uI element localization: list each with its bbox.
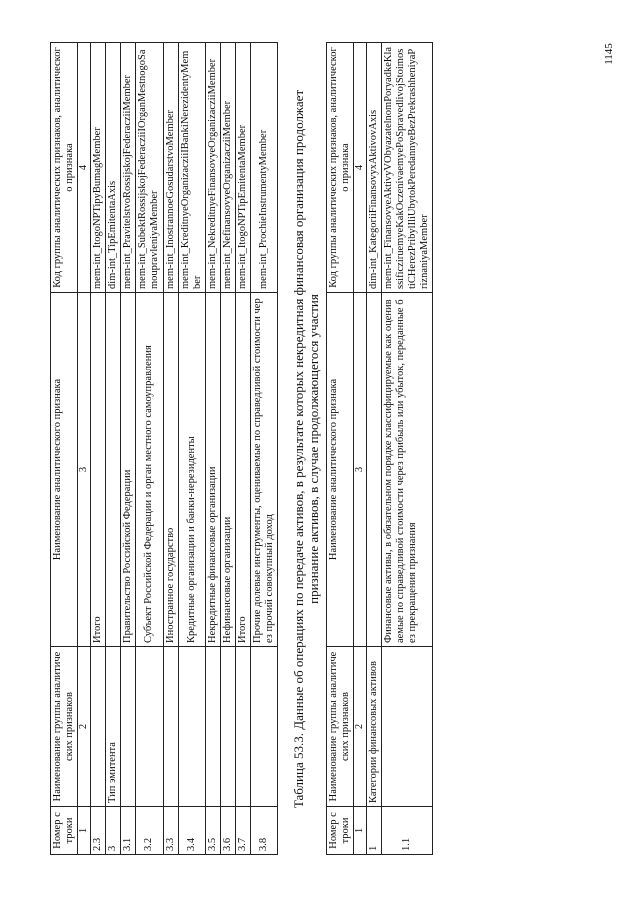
- table-row: [382, 43, 433, 855]
- feature-name: Итого: [91, 293, 106, 647]
- row-number: 3.2: [136, 807, 163, 855]
- table-caption: Таблица 53.3. Данные об операциях по передаче активов, в результате которых некредитная финансовая организация продолжает признание активов, в случае продолжающегося участия: [291, 89, 321, 809]
- table2-header-group-name: Наименование группы аналитических признаков: [326, 647, 353, 807]
- table1-header-row: [51, 43, 78, 855]
- column-number: 1: [78, 807, 91, 855]
- row-number: 3.7: [235, 807, 250, 855]
- feature-name: Итого: [235, 293, 250, 647]
- feature-name: Прочие долевые инструменты, оцениваемые по справедливой стоимости через прочий совокупный доход: [250, 293, 277, 647]
- feature-code: dim-int_TipEmitentaAxis: [106, 43, 121, 293]
- group-name: [235, 647, 250, 807]
- row-number: 3.3: [163, 807, 178, 855]
- feature-code: mem-int_FinansovyeAktivyVObyazatelnomPoryadkeKlassificziruemyeKakOczenivaemyePoSpravedlivojStoimostiCHerezPribylIliUbytokPeredannyeBezPrekrashheniyaPriznaniyaMember: [382, 43, 433, 293]
- feature-name: Финансовые активы, в обязательном порядке классифицируемые как оцениваемые по справедливой стоимости через прибыль или убыток, переданные без прекращения признания: [382, 293, 433, 647]
- column-number: 1: [354, 807, 367, 855]
- table-row: [205, 43, 220, 855]
- table1-header-code: Код группы аналитических признаков, аналитического признака: [51, 43, 78, 293]
- row-number: 1.1: [382, 807, 433, 855]
- table-row: [163, 43, 178, 855]
- table-row: [91, 43, 106, 855]
- column-number: 3: [78, 293, 91, 647]
- feature-name: Нефинансовые организации: [220, 293, 235, 647]
- table1-header-row-number: Номер строки: [51, 807, 78, 855]
- feature-name: Правительство Российской Федерации: [121, 293, 136, 647]
- table1-column-numbers: [78, 43, 91, 855]
- table1-header-feature-name: Наименование аналитического признака: [51, 293, 78, 647]
- table-analytical-features-2: [326, 42, 434, 855]
- table-analytical-features-1: [50, 42, 278, 855]
- row-number: 3.5: [205, 807, 220, 855]
- feature-code: mem-int_ItogoNPTipyBumagMember: [91, 43, 106, 293]
- group-name: [163, 647, 178, 807]
- feature-code: mem-int_PravitelstvoRossijskojFederacziiMember: [121, 43, 136, 293]
- row-number: 3.8: [250, 807, 277, 855]
- table-row: [121, 43, 136, 855]
- row-number: 3: [106, 807, 121, 855]
- group-name: [178, 647, 205, 807]
- table2-header-code: Код группы аналитических признаков, аналитического признака: [326, 43, 353, 293]
- table-row: [178, 43, 205, 855]
- feature-name: Кредитные организации и банки-нерезиденты: [178, 293, 205, 647]
- table1-header-group-name: Наименование группы аналитических признаков: [51, 647, 78, 807]
- column-number: 4: [354, 43, 367, 293]
- table2-header-row-number: Номер строки: [326, 807, 353, 855]
- table-row: [136, 43, 163, 855]
- row-number: 2.3: [91, 807, 106, 855]
- feature-name: Субъект Российской Федерации и орган местного самоуправления: [136, 293, 163, 647]
- table-row: [106, 43, 121, 855]
- group-name: [220, 647, 235, 807]
- column-number: 4: [78, 43, 91, 293]
- table-row: [220, 43, 235, 855]
- feature-code: mem-int_SubektRossijskojFederacziiIOrganMestnogoSamoupravleniyaMember: [136, 43, 163, 293]
- group-name: [91, 647, 106, 807]
- feature-name: [106, 293, 121, 647]
- feature-name: [367, 293, 382, 647]
- feature-code: dim-int_KategoriiFinansovyxAktivovAxis: [367, 43, 382, 293]
- group-name: [205, 647, 220, 807]
- row-number: 3.4: [178, 807, 205, 855]
- group-name: Тип эмитента: [106, 647, 121, 807]
- column-number: 2: [354, 647, 367, 807]
- feature-code: mem-int_KreditnyeOrganizacziiIBankiNerezidentyMember: [178, 43, 205, 293]
- row-number: 1: [367, 807, 382, 855]
- row-number: 3.1: [121, 807, 136, 855]
- page-number: 1145: [603, 43, 616, 65]
- group-name: [382, 647, 433, 807]
- table2-header-row: [326, 43, 353, 855]
- table-row: [367, 43, 382, 855]
- feature-name: Иностранное государство: [163, 293, 178, 647]
- feature-code: mem-int_InostrannoeGosudarstvoMember: [163, 43, 178, 293]
- group-name: Категории финансовых активов: [367, 647, 382, 807]
- feature-code: mem-int_NefinansovyeOrganizacziiMember: [220, 43, 235, 293]
- rotated-page-content: [50, 43, 610, 855]
- feature-code: mem-int_ItogoNPTipEmitentaMember: [235, 43, 250, 293]
- table-row: [250, 43, 277, 855]
- group-name: [121, 647, 136, 807]
- column-number: 2: [78, 647, 91, 807]
- table2-column-numbers: [354, 43, 367, 855]
- group-name: [136, 647, 163, 807]
- feature-code: mem-int_ProchieInstrumentyMember: [250, 43, 277, 293]
- feature-code: mem-int_NekreditnyeFinansovyeOrganizacziiMember: [205, 43, 220, 293]
- row-number: 3.6: [220, 807, 235, 855]
- column-number: 3: [354, 293, 367, 647]
- table2-header-feature-name: Наименование аналитического признака: [326, 293, 353, 647]
- feature-name: Некредитные финансовые организации: [205, 293, 220, 647]
- group-name: [250, 647, 277, 807]
- table-row: [235, 43, 250, 855]
